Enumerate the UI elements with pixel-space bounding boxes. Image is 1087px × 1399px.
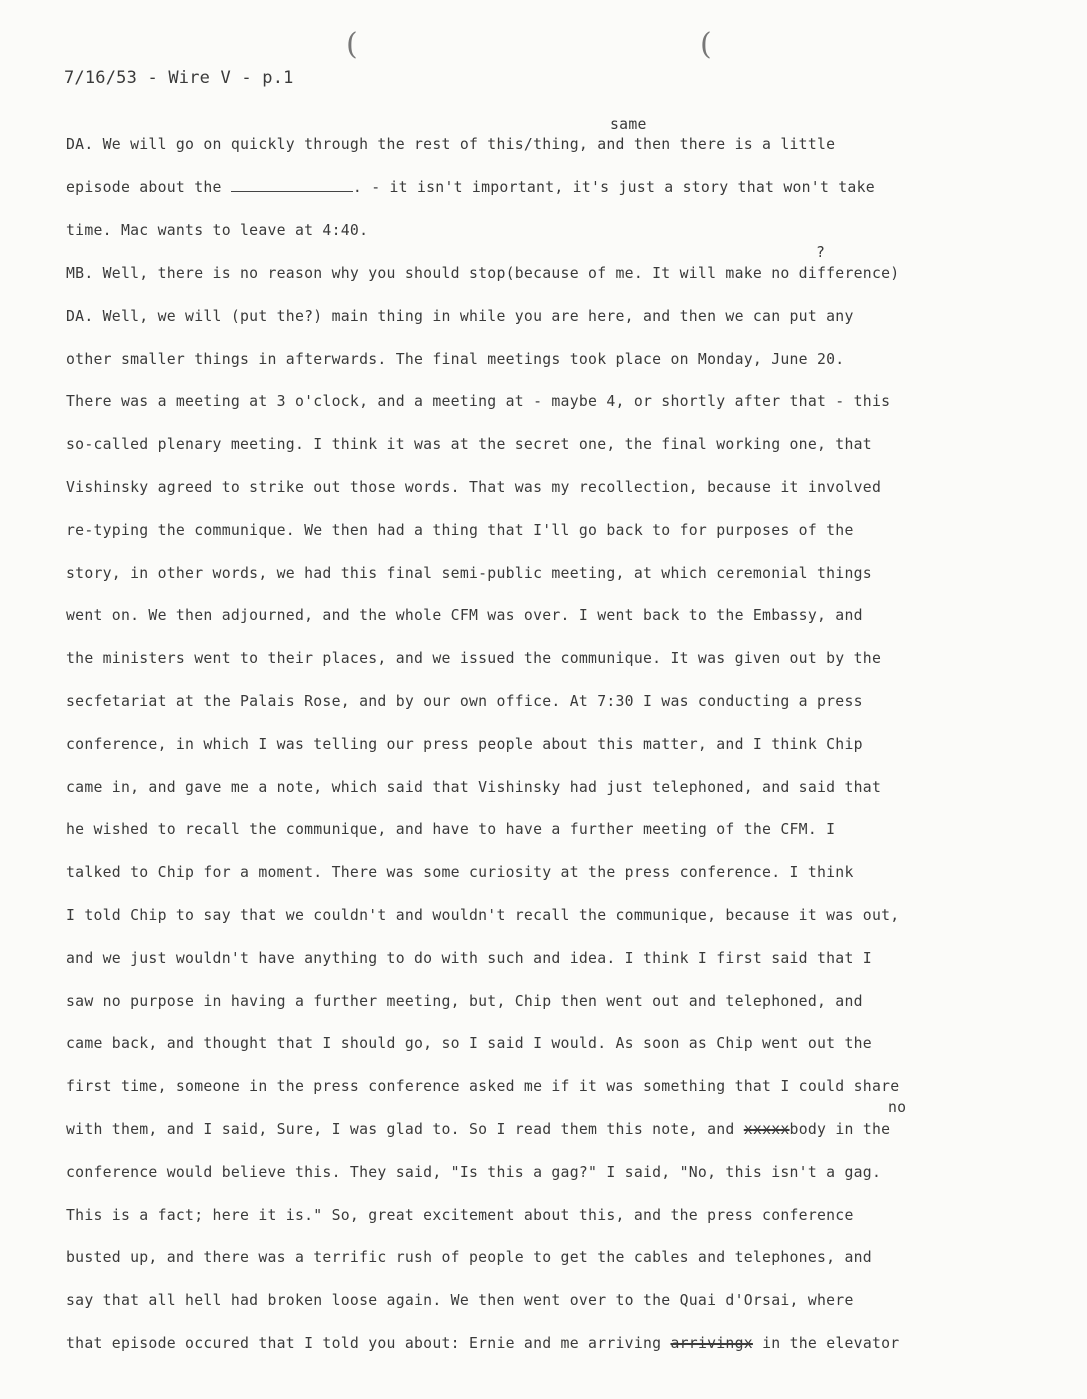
transcript-line: conference would believe this. They said, "Is this a gag?" I said, "No, this isn't a gag. bbox=[66, 1164, 882, 1181]
transcript-line: conference, in which I was telling our press people about this matter, and I think Chip bbox=[66, 736, 863, 753]
struck-out-text: arrivingx bbox=[670, 1335, 753, 1352]
transcript-line: This is a fact; here it is." So, great excitement about this, and the press conference bbox=[66, 1207, 854, 1224]
transcript-line: MB. Well, there is no reason why you should stop(because of me. It will make no difference) bbox=[66, 265, 900, 282]
punch-hole-mark-right: ( bbox=[700, 27, 712, 62]
line-text: episode about the bbox=[66, 179, 222, 196]
page-header: 7/16/53 - Wire V - p.1 bbox=[64, 68, 294, 88]
transcript-line: came back, and thought that I should go, so I said I would. As soon as Chip went out the bbox=[66, 1035, 872, 1052]
transcript-line: and we just wouldn't have anything to do with such and idea. I think I first said that I bbox=[66, 950, 872, 967]
struck-out-text: xxxxx bbox=[743, 1121, 790, 1138]
transcript-line bbox=[66, 178, 875, 198]
transcript-line: DA. Well, we will (put the?) main thing in while you are here, and then we can put any bbox=[66, 308, 854, 325]
line-text: . - it isn't important, it's just a story that won't take bbox=[352, 179, 875, 196]
transcript-line: say that all hell had broken loose again. We then went over to the Quai d'Orsai, where bbox=[66, 1292, 854, 1309]
transcript-line: came in, and gave me a note, which said that Vishinsky had just telephoned, and said that bbox=[66, 779, 882, 796]
transcript-line: went on. We then adjourned, and the whole CFM was over. I went back to the Embassy, and bbox=[66, 607, 863, 624]
transcript-line: secfetariat at the Palais Rose, and by our own office. At 7:30 I was conducting a press bbox=[66, 693, 863, 710]
transcript-line: first time, someone in the press conference asked me if it was something that I could share bbox=[66, 1078, 900, 1095]
transcript-line: other smaller things in afterwards. The final meetings took place on Monday, June 20. bbox=[66, 351, 845, 368]
transcript-line: I told Chip to say that we couldn't and wouldn't recall the communique, because it was out, bbox=[66, 907, 900, 924]
transcript-line: story, in other words, we had this final semi-public meeting, at which ceremonial things bbox=[66, 565, 872, 582]
handwritten-question-mark: ? bbox=[816, 244, 826, 261]
handwritten-insert-no: no bbox=[888, 1099, 907, 1116]
transcript-line: talked to Chip for a moment. There was some curiosity at the press conference. I think bbox=[66, 864, 854, 881]
line-text: that episode occured that I told you about: Ernie and me arriving bbox=[66, 1335, 662, 1352]
transcript-line: the ministers went to their places, and we issued the communique. It was given out by the bbox=[66, 650, 882, 667]
transcript-line bbox=[66, 1120, 890, 1140]
transcript-line: so-called plenary meeting. I think it was at the secret one, the final working one, that bbox=[66, 436, 872, 453]
transcript-line: Vishinsky agreed to strike out those words. That was my recollection, because it involved bbox=[66, 479, 882, 496]
transcript-line: There was a meeting at 3 o'clock, and a meeting at - maybe 4, or shortly after that - this bbox=[66, 393, 891, 410]
transcript-line: busted up, and there was a terrific rush of people to get the cables and telephones, and bbox=[66, 1249, 872, 1266]
transcript-line: he wished to recall the communique, and have to have a further meeting of the CFM. I bbox=[66, 821, 836, 838]
transcript-line: DA. We will go on quickly through the rest of this/thing, and then there is a little bbox=[66, 136, 836, 153]
transcript-line: re-typing the communique. We then had a thing that I'll go back to for purposes of the bbox=[66, 522, 854, 539]
line-text: body in the bbox=[789, 1121, 891, 1138]
line-text: with them, and I said, Sure, I was glad to. So I read them this note, and bbox=[66, 1121, 735, 1138]
transcript-line bbox=[66, 1334, 899, 1354]
blank-underline bbox=[231, 179, 353, 192]
transcript-line: saw no purpose in having a further meeting, but, Chip then went out and telephoned, and bbox=[66, 993, 863, 1010]
punch-hole-mark-left: ( bbox=[346, 27, 358, 62]
transcript-line: time. Mac wants to leave at 4:40. bbox=[66, 222, 369, 239]
handwritten-insert-same: same bbox=[610, 116, 647, 133]
line-text: in the elevator bbox=[762, 1335, 900, 1352]
